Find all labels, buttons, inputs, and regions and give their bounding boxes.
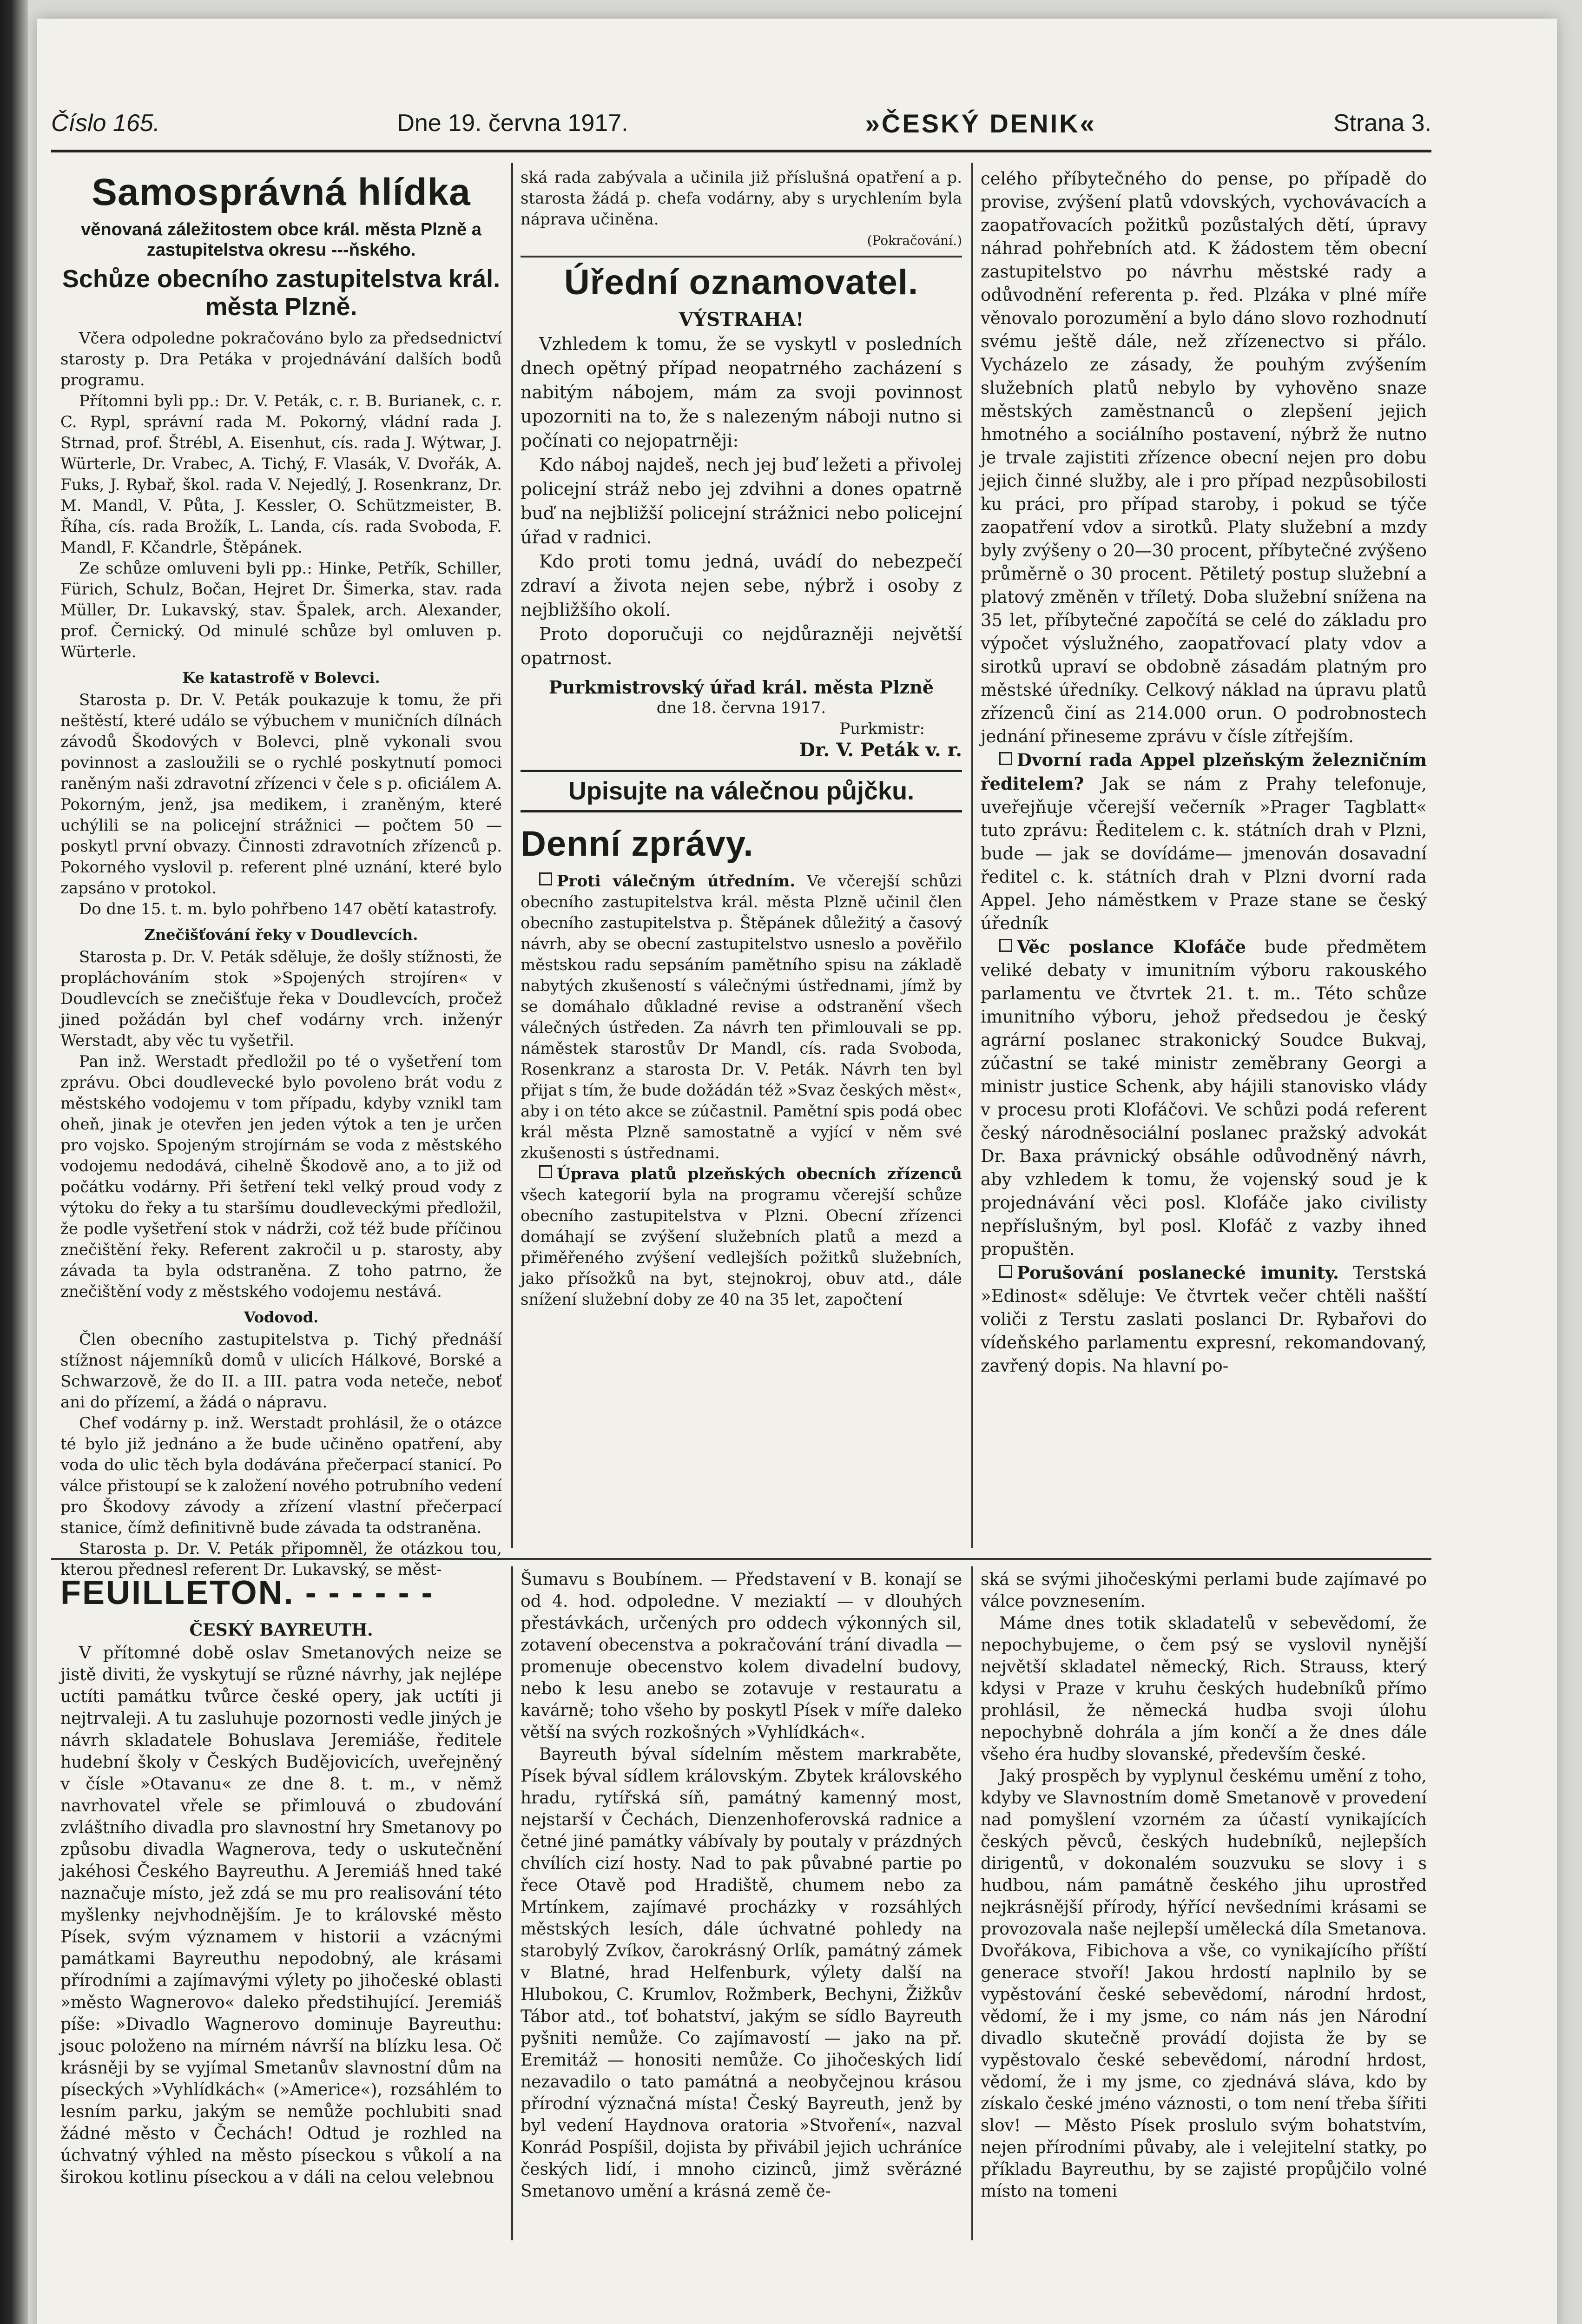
section-title-samospravna: Samosprávná hlídka	[92, 171, 471, 213]
news-text: bude předmětem veliké debaty v imunitním výboru rakouského parlamentu ve čtvrtek 21. t. m.. Této schůze imunitního výboru, jehož předsedou je český agrární poslanec strakonický Soudce Bukvaj, zúčastní se také ministr zeměbrany Georgi a ministr justice Schenk, aby hájili stanovisko vlády v procesu proti Klofáčovi. Ve schůzi podá referent český národněsociální poslanec pražský advokát Dr. Baxa právnický obsáhle odůvodněný návrh, aby vzhledem k tomu, že vojenský soud je k projednávání věci posl. Klofáče jako civilisty nepříslušným, byl posl. Klofáč z vazby ihned propuštěn.	[981, 937, 1427, 1259]
paragraph: Starosta p. Dr. V. Peták připomněl, že otázkou tou, kterou přednesl referent Dr. Lukavský, se měst-	[60, 1539, 502, 1579]
paragraph: Starosta p. Dr. V. Peták sděluje, že došly stížnosti, že propláchováním stok »Spojených strojíren« v Doudlevcích se znečišťuje řeka v Doudlevcích, pročež jined požádán byl chef vodárny vrch. inženýr Werstadt, aby věc tu vyšetřil.	[60, 948, 502, 1050]
subheading-znecistovani: Znečišťování řeky v Doudlevcích.	[144, 926, 418, 944]
feuilleton-title: FEUILLETON. - - - - - -	[60, 1574, 434, 1611]
news-text: Jak se nám z Prahy telefonuje, uveřejňuje včerejší večerník »Prager Tagblatt« tuto zprávu: Ředitelem c. k. státních drah v Plzni, bude — jak se dovídáme— jmenován dosavadní ředitel c. k. státních drah v Plzni dvorní rada Appel. Jeho náměstkem v Praze stane se český úředník	[981, 774, 1427, 933]
subheading-vodovod: Vodovod.	[244, 1308, 319, 1326]
divider	[521, 810, 962, 812]
news-heading: Věc poslance Klofáče	[1017, 937, 1246, 957]
paragraph: ská se svými jihočeskými perlami bude zajímavé po válce povznesením.	[981, 1570, 1427, 1611]
issue-number: Číslo 165.	[51, 110, 160, 137]
bullet-box-icon	[999, 1265, 1012, 1278]
column-rule-4	[971, 1566, 973, 2240]
page-number: Strana 3.	[1333, 110, 1431, 137]
bullet-box-icon	[539, 1165, 552, 1178]
news-text: všech kategorií byla na programu včerejší schůze obecního zastupitelstva v Plzni. Obecní zřízenci domáhají se zvýšení služebních platů a mezd a přiměřeného zvýšení vedlejších požitků služebních, jako přísožků na byt, stejnokroj, obuv atd., dále snížení služební doby ze 40 na 35 let, započtení	[521, 1186, 962, 1309]
paragraph: Kdo proti tomu jedná, uvádí do nebezpečí zdraví a života nejen sebe, nýbrž i osoby z nejbližšího okolí.	[521, 551, 962, 620]
paragraph: Proto doporučuji co nejdůrazněji největší opatrnost.	[521, 624, 962, 668]
paragraph: Včera odpoledne pokračováno bylo za předsednictví starosty p. Dra Petáka v projednávání dalších bodů programu.	[60, 329, 502, 390]
news-heading: Dvorní rada Appel plzeňským železničním ředitelem?	[981, 750, 1427, 794]
section-subtitle: věnovaná záležitostem obce král. města Plzně a zastupitelstva okresu ‑‑‑ňského.	[81, 220, 481, 260]
paragraph: Jaký prospěch by vyplynul českému umění z toho, kdyby ve Slavnostním domě Smetanově v provedení nad pomyšlení vzorném za účastí vynikajících českých pěvců, českých hudebníků, nejlepších dirigentů, v dokonalém souzvuku se slovy i s hudbou, nám památně českého jihu uprostřed nejkrásnější přírody, hýřící nevšedními krásami se provozovala naše nejlepší umělecká díla Smetanova. Dvořákova, Fibichova a vše, co vynikajícího příští generace stvoří! Jakou hrdostí naplnilo by se vypěstování české sebevědomí, národní hrdost, vědomí, že i my jsme, co nám nás jen Národní divadlo skutečně provádí dojista že by se vypěstovalo české sebevědomí, národní hrdost, vědomí, že i my jsme, co zjednává sláva, kdo by získalo české jméno váznosti, o tom není třeba šířiti slov! — Město Písek proslulo svým bohatstvím, nejen přírodními půvaby, ale i velejitelní statky, po příkladu Bayreuthu, by se zajisté propůjčilo volné místo na tomeni	[981, 1767, 1427, 2201]
bullet-box-icon	[999, 939, 1012, 952]
meeting-heading: Schůze obecního zastupitelstva král. města Plzně.	[62, 265, 501, 321]
paragraph: ská rada zabývala a učinila již příslušná opatření a p. starosta žádá p. chefa vodárny, aby s urychlením byla náprava učiněna.	[521, 168, 962, 229]
feuilleton-subtitle: ČESKÝ BAYREUTH.	[189, 1620, 373, 1640]
paragraph: Pan inž. Werstadt předložil po té o vyšetření tom zprávu. Obci doudlevecké bylo povoleno brát vodu z městského vodojemu v tom případu, kdyby vznikl tam oheň, jinak je otevřen jen jeden výtok a ten je určen pro vojsko. Spojeným strojírnám se voda z městského vodojemu nedodává, cihelně Škodově ano, a to již od počátku vodárny. Při šetření tekl velký proud vody z výtoku do řeky a tu staršímu doudleveckými předložil, že podle vyšetření stok v nádrži, což též bude příčinou znečištění řeky. Referent zakročil u p. starosty, aby závada ta byla odstraněna. Z toho patrno, že znečištění vody z městského vodojemu nestává.	[60, 1052, 502, 1301]
feuilleton-dashes: - - - - - -	[305, 1574, 434, 1611]
news-text: Ve včerejší schůzi obecního zastupitelstva král. města Plzně učinil člen obecního zastupitelstva p. Štěpánek důležitý a časový návrh, aby se obecní zastupitelstvo usneslo a pověřilo městskou radu sepsáním pamětního spisu na základě nabytých zkušeností s válečnými ústřednami, jímž by se domáhalo důkladné revise a odstranění všech válečných ústředen. Za návrh ten přimlouvali se pp. náměstek starostův Dr Mandl, cís. rada Svoboda, Rosenkranz a starosta Dr. V. Peták. Návrh ten byl přijat s tím, že bude dožádán též »Svaz českých měst«, aby i on této akce se zúčastnil. Pamětní spis podá obec král města Plzně samostatně a vyjící v něm své zkušenosti s ústřednami.	[521, 872, 962, 1162]
bullet-box-icon	[999, 752, 1012, 765]
page-edge	[0, 0, 28, 2324]
column-rule-3	[511, 1566, 513, 2240]
section-title-uredni: Úřední oznamovatel.	[564, 263, 919, 302]
attendees-paragraph: Přítomni byli pp.: Dr. V. Peták, c. r. B. Burianek, c. r. C. Rypl, správní rada M. Pokorný, vládní rada J. Strnad, prof. Štrébl, A. Eisenhut, cís. rada J. Wýtwar, J. Würterle, Dr. Vrabec, A. Tichý, F. Vlasák, V. Dvořák, A. Fuks, J. Rybař, škol. rada V. Nejedlý, J. Rosenkranz, Dr. M. Mandl, V. Půta, J. Kessler, O. Schützmeister, B. Říha, cís. rada Brožík, L. Landa, cís. rada Svoboda, F. Mandl, F. Kčandrle, Štěpánek.	[60, 392, 502, 557]
divider	[521, 770, 962, 772]
subheading-katastrofa: Ke katastrofě v Bolevci.	[182, 669, 380, 687]
column-1	[60, 167, 502, 1579]
column-2	[521, 167, 962, 1552]
paragraph: Starosta p. Dr. V. Peták poukazuje k tomu, že při neštěstí, které událo se výbuchem v muničních dílnách závodů Škodových v Bolevci, plně vykonali svou povinnost a zasloužili se o rychlé poskytnutí pomoci raněným naši zdravotní zřízenci v čele s p. oficiálem A. Pokorným, jenž, jsa medikem, i zraněným, které uchýlili se na policejní strážnici — počtem 50 — poskytl první obvazy. Činnosti zdravotních zřízenců p. Pokorného vyslovil p. referent plné uznání, které bylo zapsáno v protokol.	[60, 691, 502, 898]
news-heading: Úprava platů plzeňských obecních zřízenců	[557, 1165, 962, 1183]
office-name: Purkmistrovský úřad král. města Plzně	[548, 677, 934, 698]
paragraph: V přítomné době oslav Smetanových neize se jistě diviti, že vyskytují se různé návrhy, jak nejlépe uctíti památku tvůrce české opery, jak uctíti ji nejtrvaleji. A tu zasluhuje pozornosti vedle jiných je návrh skladatele Bohuslava Jeremiáše, ředitele hudební školy v Českých Budějovicích, uveřejněný v čísle »Otavanu« ze dne 8. t. m., v němž navrhovatel vřele se přimlouvá o zbudování zvláštního divadla pro slavnostní hry Smetanovy po způsobu divadla Wagnerova, tedy o uskutečnění jakéhosi Českého Bayreuthu. A Jeremiáš hned také naznačuje místo, jež zdá se mu pro realisování této myšlenky nejvhodnějším. Je to královské město Písek, svým významem v historii a vzácnými památkami Bayreuthu nepodobný, ale krásami přírodními a zajímavými výlety po jihočeské oblasti »město Wagnerovo« daleko předstihující. Jeremiáš píše: »Divadlo Wagnerovo dominuje Bayreuthu: jsouc položeno na mírném návrší na blízku lesa. Oč krásněji by se vyjímal Smetanův slavnostní dům na píseckých »Vyhlídkách« (»Americe«), rozsáhlém to lesním parku, jakým se nemůže pochlubiti snad žádné město v Čechách! Odtud je rozhled na úchvatný výhled na město píseckou s vůkolí a na širokou kotlinu píseckou a v dáli na celou velebnou	[60, 1644, 502, 2187]
column-rule-2	[971, 163, 973, 1548]
news-text: Terstská »Edinost« sděluje: Ve čtvrtek večer chtěli našští voliči z Terstu zaslati poslanci Dr. Rybařovi do vídeňského parlamentu expresní, rekomandovaný, zavřený dopis. Na hlavní po-	[981, 1263, 1427, 1376]
paragraph: Bayreuth býval sídelním městem markraběte, Písek býval sídlem královským. Zbytek královského hradu, rytířská síň, památný kamenný most, nejstarší v Čechách, Dienzenhoferovská radnice a četné jiné památky vábívaly by poutaly v prázdných chvílích cizí hosty. Nad to pak půvabné partie po řece Otavě pod Hradiště, chumem nebo za Mrtínkem, zajímavé procházky v rozsáhlých městských lesích, dále úchvatné pohledy na starobylý Zvíkov, čarokrásný Orlík, památný zámek v Blatné, hrad Helfenburk, výlety další na Hlubokou, C. Krumlov, Rožmberk, Bechyni, Žižkův Tábor atd., toť bohatství, jakým se sídlo Bayreuth pyšniti nemůže. Co zajímavostí — jako na př. Eremitáž — honositi nemůže. Co jihočeských lidí nezavadilo o tato památná a neobyčejnou krásou přírodní význačná místa! Český Bayreuth, jenž by byl vedení Haydnova oratoria »Stvoření«, nazval Konrád Pospíšil, dojista by přivábil jejich uchráníce českých lidí, i mnoho cizinců, jimž svěrázné Smetanovo umění a krásná země če-	[521, 1745, 962, 2201]
continuation-note: (Pokračování.)	[867, 233, 962, 248]
column-rule-1	[511, 163, 513, 1548]
war-loan-banner: Upisujte na válečnou půjčku.	[568, 777, 915, 805]
page-header	[51, 98, 1431, 149]
paragraph: Kdo náboj najdeš, nech jej buď ležeti a přivolej policejní stráž nebo jej zdvihni a dones opatrně buď na nejbližší policejní strážnici nebo policejní úřad v radnici.	[521, 455, 962, 548]
column-3	[981, 167, 1427, 1552]
news-heading: Proti válečným útředním.	[557, 872, 796, 891]
issue-date: Dne 19. června 1917.	[397, 110, 628, 137]
feuilleton-column-2	[521, 1569, 962, 2243]
divider	[521, 256, 962, 257]
masthead: »ČESKÝ DENIK«	[865, 108, 1096, 138]
section-title-denni: Denní zprávy.	[521, 824, 754, 864]
header-rule	[51, 150, 1431, 152]
paragraph: Vzhledem k tomu, že se vyskytl v posledních dnech opětný případ neopatrného zacházení s nabitým nábojem, mám za svoji povinnost upozorniti na to, že s nalezeným náboji nutno si počínati co nejopatrněji:	[521, 334, 962, 451]
feuilleton-column-3	[981, 1569, 1427, 2243]
news-heading: Porušování poslanecké imunity.	[1017, 1262, 1339, 1283]
warning-heading: VÝSTRAHA!	[679, 309, 804, 330]
feuilleton-column-1	[60, 1569, 502, 2243]
bullet-box-icon	[539, 872, 552, 885]
signature-title: Purkmistr:	[839, 720, 925, 738]
office-date: dne 18. června 1917.	[656, 699, 826, 717]
paragraph: celého příbytečného do pense, po případě do provise, zvýšení platů vdovských, vychovávacích a zaopatřovacích požitků pozůstalých dětí, úpravy náhrad pohřebních atd. K žádostem těm obecní zastupitelstvo po návrhu městské rady a odůvodnění referenta p. řed. Plzáka v plné míře věnovalo porozumění a bylo dáno slovo rozhodnutí svému ještě dále, než zřízenectvo si přálo. Vycházelo ze zásady, že pouhým zvýšením služebních platů nebylo by vyhověno snaze městských zaměstnanců o zlepšení jejich hmotného a sociálního postavení, nýbrž že nutno je trvale zajistiti zřízence obecní nejen pro dobu jejich činné služby, ale i pro případ nezpůsobilosti ku práci, pro případ staroby, i pokud se týče zaopatření vdov a sirotků. Platy služební a mzdy byly zvýšeny o 20—30 procent, příbytečné zvýšeno průměrně o 30 procent. Pětiletý postup služební a platový změněn v tříletý. Doba služební snížena na 35 let, příbytečné započítá se celé do základu pro výpočet výslužného, zaopatřovací platy vdov a sirotků upraví se obdobně zásadám platným pro městské úředníky. Celkový náklad na úpravu platů zřízenců činí as 214.000 orun. O podrobnostech jednání přineseme zprávu v čísle zítřejším.	[981, 169, 1427, 746]
excused-paragraph: Ze schůze omluveni byli pp.: Hinke, Petřík, Schiller, Fürich, Schulz, Bočan, Hejret Dr. Šimerka, stav. rada Müller, Dr. Lukavský, stav. Špalek, arch. Alexander, prof. Černický. Od minulé schůze byl omluven p. Würterle.	[60, 559, 502, 661]
paragraph: Člen obecního zastupitelstva p. Tichý přednáší stížnost nájemníků domů v ulicích Hálkové, Borské a Schwarzově, že do II. a III. patra voda neteče, neboť ani do přízemí, a žádá o nápravu.	[60, 1330, 502, 1412]
signature-name: Dr. V. Peták v. r.	[799, 739, 962, 761]
paragraph: Do dne 15. t. m. bylo pohřbeno 147 obětí katastrofy.	[79, 900, 497, 918]
paragraph: Máme dnes totik skladatelů v sebevědomí, že nepochybujeme, o čem psý se vyslovil nynější největší skladatel německý, Rich. Strauss, který kdysi v Praze v kruhu českých hudebníků přímo prohlásil, že německá hudba svoji úlohu nepochybně dohrála a jím končí a že dnes dále všeho éra hudby slovanské, především české.	[981, 1614, 1427, 1764]
paragraph: Šumavu s Boubínem. — Představení v B. konají se od 4. hod. odpoledne. V meziaktí — v dlouhých přestávkách, určených pro oddech výkonných sil, zotavení obecenstva a pokračování trání divadla — promenuje obecenstvo kolem divadelní budovy, nebo k lesu anebo se zotavuje v restauratu a kavárně; toho všeho by poskytl Písek v míře daleko větší na svých rozkošných »Vyhlídkách«.	[521, 1570, 962, 1742]
paragraph: Chef vodárny p. inž. Werstadt prohlásil, že o otázce té bylo již jednáno a že bude učiněno opatření, aby voda do ulic těch byla dodávána přečerpací stanicí. Po válce přistoupí se k založení nového potrubního vedení pro Škodovy závody a zřízení vlastní přečerpací stanice, čímž definitivně bude závada ta odstraněna.	[60, 1414, 502, 1537]
